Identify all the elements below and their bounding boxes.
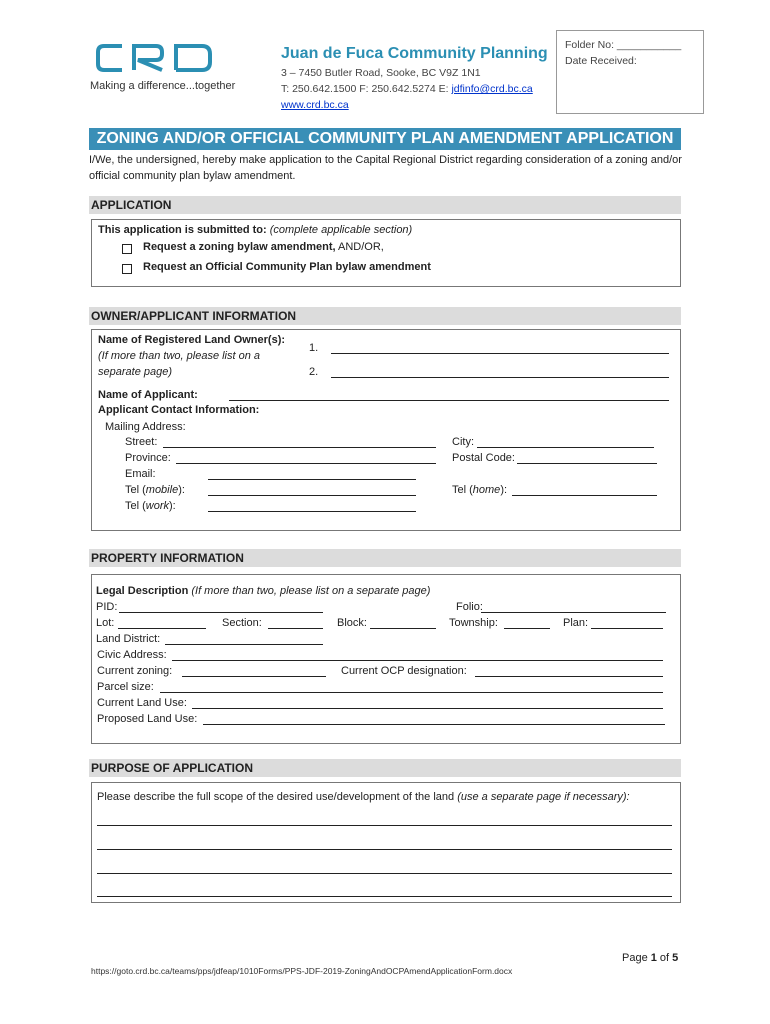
street-label: Street: (125, 436, 158, 448)
ocp-checkbox[interactable] (122, 264, 132, 274)
pid-field[interactable] (119, 612, 323, 613)
section-field[interactable] (268, 628, 323, 629)
email-label: Email: (125, 468, 156, 480)
tel-mobile-label: Tel (mobile): (125, 484, 185, 496)
property-heading: PROPERTY INFORMATION (89, 549, 681, 567)
intro-text: I/We, the undersigned, hereby make application to the Capital Regional District regarding consideration of a zoning and/or official community plan bylaw amendment. (89, 154, 682, 182)
district-label: Land District: (96, 633, 161, 645)
contact-label: Applicant Contact Information: (98, 404, 260, 416)
purpose-describe: Please describe the full scope of the desired use/development of the land (use a separate page if necessary): (97, 791, 630, 803)
proposed-field[interactable] (203, 724, 665, 725)
folio-field[interactable] (481, 612, 666, 613)
form-title: ZONING AND/OR OFFICIAL COMMUNITY PLAN AMENDMENT APPLICATION (89, 128, 681, 150)
province-label: Province: (125, 452, 171, 464)
applicant-field[interactable] (229, 400, 669, 401)
civic-field[interactable] (172, 660, 663, 661)
lot-label: Lot: (96, 617, 115, 629)
email-link[interactable]: jdfinfo@crd.bc.ca (451, 83, 533, 95)
section-label: Section: (222, 617, 262, 629)
tel-work-field[interactable] (208, 511, 416, 512)
tel-mobile-field[interactable] (208, 495, 416, 496)
mailing-label: Mailing Address: (105, 421, 186, 433)
owner-heading: OWNER/APPLICANT INFORMATION (89, 307, 681, 325)
postal-field[interactable] (517, 463, 657, 464)
postal-label: Postal Code: (452, 452, 515, 464)
land-use-field[interactable] (192, 708, 663, 709)
website-line (281, 99, 349, 111)
city-label: City: (452, 436, 474, 448)
street-field[interactable] (163, 447, 436, 448)
tel-home-field[interactable] (512, 495, 657, 496)
block-field[interactable] (370, 628, 436, 629)
purpose-heading: PURPOSE OF APPLICATION (89, 759, 681, 777)
folio-label: Folio: (456, 601, 483, 613)
tagline: Making a difference...together (90, 80, 236, 92)
purpose-line-4[interactable] (97, 896, 672, 897)
proposed-label: Proposed Land Use: (97, 713, 198, 725)
submitted-to: This application is submitted to: (complete applicable section) (98, 224, 413, 236)
date-received: Date Received: (565, 55, 637, 67)
plan-label: Plan: (563, 617, 589, 629)
application-heading: APPLICATION (89, 196, 681, 214)
owner-num-1: 1. (309, 342, 319, 354)
crd-logo (96, 42, 216, 74)
owner-num-2: 2. (309, 366, 319, 378)
phone-fax: T: 250.642.1500 F: 250.642.5274 E: (281, 83, 452, 95)
land-use-label: Current Land Use: (97, 697, 187, 709)
office-use-box (556, 30, 704, 114)
legal-description: Legal Description (If more than two, please list on a separate page) (96, 585, 431, 597)
page-number: Page 1 of 5 (622, 952, 679, 964)
option-zoning: Request a zoning bylaw amendment, AND/OR, (143, 241, 384, 253)
lot-field[interactable] (118, 628, 206, 629)
option-ocp: Request an Official Community Plan bylaw amendment (143, 261, 431, 273)
owner-2-field[interactable] (331, 377, 669, 378)
zoning-field[interactable] (182, 676, 326, 677)
applicant-label: Name of Applicant: (98, 389, 198, 401)
email-field[interactable] (208, 479, 416, 480)
purpose-line-1[interactable] (97, 825, 672, 826)
pid-label: PID: (96, 601, 118, 613)
ocp-label: Current OCP designation: (341, 665, 467, 677)
purpose-line-3[interactable] (97, 873, 672, 874)
township-label: Township: (449, 617, 498, 629)
owner-note2: separate page) (98, 366, 172, 378)
zoning-label: Current zoning: (97, 665, 173, 677)
owner-note1: (If more than two, please list on a (98, 350, 261, 362)
footer-url: https://goto.crd.bc.ca/teams/pps/jdfeap/1010Forms/PPS-JDF-2019-ZoningAndOCPAmendApplicationForm.docx (91, 966, 513, 976)
ocp-field[interactable] (475, 676, 663, 677)
parcel-label: Parcel size: (97, 681, 154, 693)
org-title: Juan de Fuca Community Planning (281, 45, 548, 62)
zoning-checkbox[interactable] (122, 244, 132, 254)
parcel-field[interactable] (160, 692, 663, 693)
website-link[interactable]: www.crd.bc.ca (281, 99, 349, 111)
district-field[interactable] (165, 644, 323, 645)
city-field[interactable] (477, 447, 654, 448)
block-label: Block: (337, 617, 367, 629)
address: 3 – 7450 Butler Road, Sooke, BC V9Z 1N1 (281, 67, 481, 79)
contact-line (281, 83, 533, 95)
owner-label: Name of Registered Land Owner(s): (98, 334, 286, 346)
tel-home-label: Tel (home): (452, 484, 508, 496)
province-field[interactable] (176, 463, 436, 464)
township-field[interactable] (504, 628, 550, 629)
tel-work-label: Tel (work): (125, 500, 176, 512)
civic-label: Civic Address: (97, 649, 167, 661)
folder-no: Folder No: ___________ (565, 39, 682, 51)
purpose-line-2[interactable] (97, 849, 672, 850)
owner-1-field[interactable] (331, 353, 669, 354)
plan-field[interactable] (591, 628, 663, 629)
